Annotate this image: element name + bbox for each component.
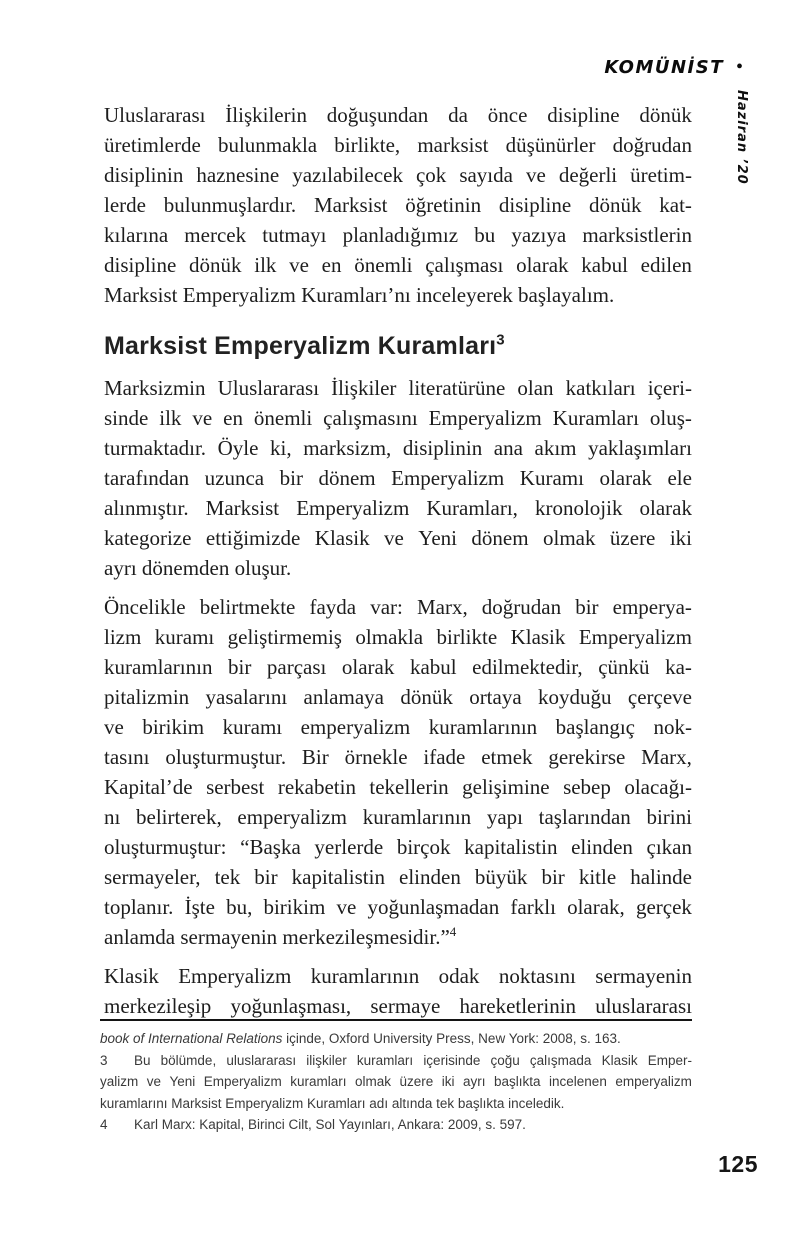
body-line: Klasik Emperyalizm kuramlarının odak noktasını sermayenin bbox=[104, 964, 692, 988]
journal-masthead bbox=[604, 57, 743, 78]
body-line: sinde ilk ve en önemli çalışmasını Emperyalizm Kuramları oluş- bbox=[104, 406, 692, 430]
body-line: merkezileşip yoğunlaşması, sermaye hareketlerinin uluslararası bbox=[104, 994, 692, 1018]
body-line bbox=[104, 922, 692, 952]
body-line: kuramlarının bir parçası olarak kabul edilmektedir, çünkü ka- bbox=[104, 655, 692, 679]
body-line-text: anlamda sermayenin merkezileşmesidir.” bbox=[104, 925, 450, 949]
body-line: sermayeler, tek bir kapitalistin elinden büyük bir kitle halinde bbox=[104, 865, 692, 889]
footnote-3-line: yalizm ve Yeni Emperyalizm kuramları olmak üzere iki ayrı başlıkta incelenen emperyalizm bbox=[100, 1074, 692, 1089]
footnote-reference-3: 3 bbox=[496, 331, 505, 349]
body-line: Marksist Emperyalizm Kuramları’nı inceleyerek başlayalım. bbox=[104, 283, 615, 307]
journal-title: KOMÜNİST bbox=[604, 57, 724, 78]
page-number: 125 bbox=[718, 1151, 758, 1177]
bullet-separator-icon: • bbox=[735, 55, 743, 78]
body-line: ve birikim kuramı emperyalizm kuramlarının başlangıç nok- bbox=[104, 715, 692, 739]
body-line: Marksizmin Uluslararası İlişkiler literatürüne olan katkıları içeri- bbox=[104, 376, 692, 400]
article-body bbox=[104, 100, 692, 1030]
body-line: pitalizmin yasalarını anlamaya dönük ortaya koyduğu çerçeve bbox=[104, 685, 692, 709]
footnote-reference-4: 4 bbox=[449, 924, 457, 939]
footnote-4 bbox=[100, 1114, 692, 1136]
paragraph-classic-imperialism bbox=[104, 961, 692, 1021]
body-line: alınmıştır. Marksist Emperyalizm Kuramları, kronolojik olarak bbox=[104, 496, 692, 520]
body-line: oluşturmuştur: “Başka yerlerde birçok kapitalistin elinden çıkan bbox=[104, 835, 692, 859]
paragraph-marx-capital bbox=[104, 592, 692, 952]
footnote-continuation bbox=[100, 1028, 692, 1050]
section-heading bbox=[104, 330, 692, 363]
body-line: üretimlerde bulunmakla birlikte, marksist düşünürler doğrudan bbox=[104, 133, 692, 157]
body-line: Kapital’de serbest rekabetin tekellerin gelişimine sebep olacağı- bbox=[104, 775, 692, 799]
body-line: tasını oluşturmuştur. Bir örnekle ifade etmek gerekirse Marx, bbox=[104, 745, 692, 769]
paragraph-intro bbox=[104, 100, 692, 310]
footnote-continuation-text: içinde, Oxford University Press, New York: 2008, s. 163. bbox=[282, 1031, 621, 1046]
body-line: Öncelikle belirtmekte fayda var: Marx, doğrudan bir emperya- bbox=[104, 595, 692, 619]
footnote-3 bbox=[100, 1050, 692, 1072]
footnotes-section bbox=[100, 1019, 692, 1136]
body-line: nı belirterek, emperyalizm kuramlarının yapı taşlarından birini bbox=[104, 805, 692, 829]
body-line: turmaktadır. Öyle ki, marksizm, disiplinin ana akım yaklaşımları bbox=[104, 436, 692, 460]
footnote-4-number: 4 bbox=[100, 1117, 108, 1132]
body-line: lerde bulunmuşlardır. Marksist öğretinin disipline dönük kat- bbox=[104, 193, 692, 217]
body-line: disiplinin haznesine yazılabilecek çok sayıda ve değerli üretim- bbox=[104, 163, 692, 187]
body-line: kategorize ettiğimizde Klasik ve Yeni dönem olmak üzere iki bbox=[104, 526, 692, 550]
footnote-3-line: kuramlarını Marksist Emperyalizm Kuramları adı altında tek başlıkta inceledik. bbox=[100, 1095, 565, 1111]
footnote-4-text: Karl Marx: Kapital, Birinci Cilt, Sol Yayınları, Ankara: 2009, s. 597. bbox=[134, 1117, 526, 1132]
body-line: disipline dönük ilk ve en önemli çalışması olarak kabul edilen bbox=[104, 253, 692, 277]
footnote-book-title: book of International Relations bbox=[100, 1031, 283, 1046]
paragraph-marxism-contribution bbox=[104, 373, 692, 583]
body-line: Uluslararası İlişkilerin doğuşundan da önce disipline dönük bbox=[104, 103, 692, 127]
footnote-3-number: 3 bbox=[100, 1052, 108, 1068]
section-heading-text: Marksist Emperyalizm Kuramları bbox=[104, 332, 497, 360]
issue-date-vertical: Haziran ’20 bbox=[734, 90, 749, 185]
body-line: toplanır. İşte bu, birikim ve yoğunlaşmadan farklı olarak, gerçek bbox=[104, 895, 692, 919]
body-line: kılarına mercek tutmayı planladığımız bu yazıya marksistlerin bbox=[104, 223, 692, 247]
body-line: tarafından uzunca bir dönem Emperyalizm Kuramı olarak ele bbox=[104, 466, 692, 490]
footnote-3-line: Bu bölümde, uluslararası ilişkiler kuramları içerisinde çoğu çalışmada Klasik Emper- bbox=[134, 1052, 692, 1068]
body-line: ayrı dönemden oluşur. bbox=[104, 556, 292, 580]
body-line: lizm kuramı geliştirmemiş olmakla birlikte Klasik Emperyalizm bbox=[104, 625, 692, 649]
